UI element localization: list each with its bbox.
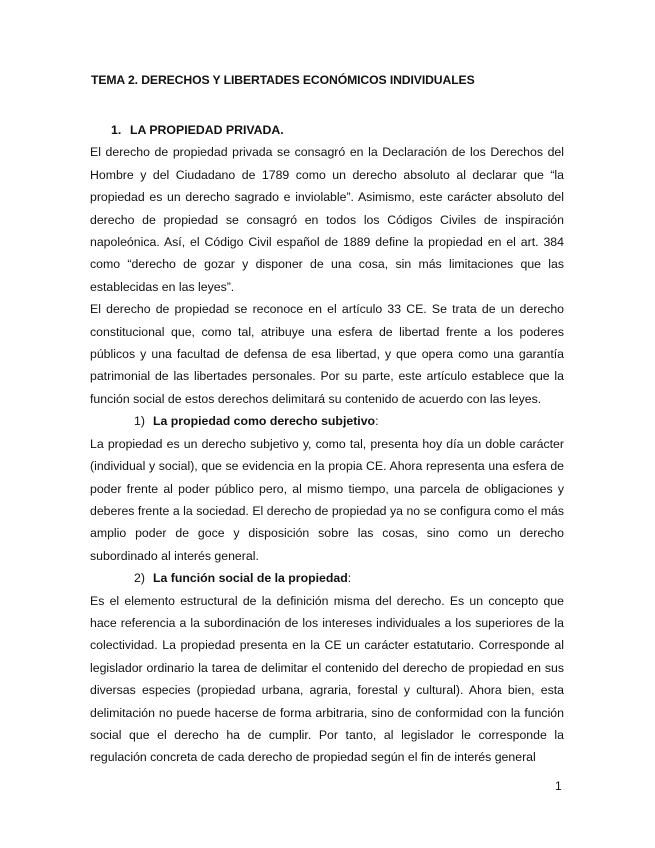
paragraph: El derecho de propiedad se reconoce en el artículo 33 CE. Se trata de un derecho constitucional que, como tal, atribuye una esfera de libertad frente a los poderes públicos y una facultad de defensa de esa libertad, y que opera como una garantía patrimonial de las libertades personales. Por su parte, este artículo establece que la función social de estos derechos delimitará su contenido de acuerdo con las leyes. [90, 302, 564, 406]
page-number: 1 [555, 779, 562, 793]
paragraph: Es el elemento estructural de la definición misma del derecho. Es un concepto que hace referencia a la subordinación de los intereses individuales a los superiores de la colectividad. La propiedad presenta en la CE un carácter estatutario. Corresponde al legislador ordinario la tarea de delimitar el contenido del derecho de propiedad en sus diversas especies (propiedad urbana, agraria, forestal y cultural). Ahora bien, esta delimitación no puede hacerse de forma arbitraria, sino de conformidad con la función social que el derecho ha de cumplir. Por tanto, al legislador le corresponde la regulación concreta de cada derecho de propiedad según el fin de interés general [90, 593, 564, 765]
subsection-heading [90, 410, 564, 432]
subsection-number: 2) [134, 571, 145, 586]
section-heading [90, 119, 564, 141]
subsection-heading [90, 567, 564, 589]
subsection-label: La propiedad como derecho subjetivo [153, 414, 376, 429]
subsection-label: La función social de la propiedad [153, 571, 348, 586]
document-title: TEMA 2. DERECHOS Y LIBERTADES ECONÓMICOS INDIVIDUALES [91, 73, 475, 87]
subsection-number: 1) [134, 414, 145, 429]
document-body [90, 119, 564, 769]
paragraph: El derecho de propiedad privada se consagró en la Declaración de los Derechos del Hombre y del Ciudadano de 1789 como un derecho absoluto al declarar que “la propiedad es un derecho sagrado e inviolable”. Asimismo, este carácter absoluto del derecho de propiedad se consagró en todos los Códigos Civiles de inspiración napoleónica. Así, el Código Civil español de 1889 define la propiedad en el art. 384 como “derecho de gozar y disponer de una cosa, sin más limitaciones que las establecidas en las leyes”. [90, 145, 564, 294]
subsection-suffix: : [375, 414, 379, 429]
section-number: 1. [111, 123, 122, 137]
paragraph: La propiedad es un derecho subjetivo y, como tal, presenta hoy día un doble carácter (individual y social), que se evidencia en la propia CE. Ahora representa una esfera de poder frente al poder público pero, al mismo tiempo, una parcela de obligaciones y deberes frente a la sociedad. El derecho de propiedad ya no se configura como el más amplio poder de goce y disposición sobre las cosas, sino como un derecho subordinado al interés general. [90, 436, 564, 563]
subsection-suffix: : [347, 571, 352, 586]
section-heading-text: LA PROPIEDAD PRIVADA. [130, 123, 284, 137]
